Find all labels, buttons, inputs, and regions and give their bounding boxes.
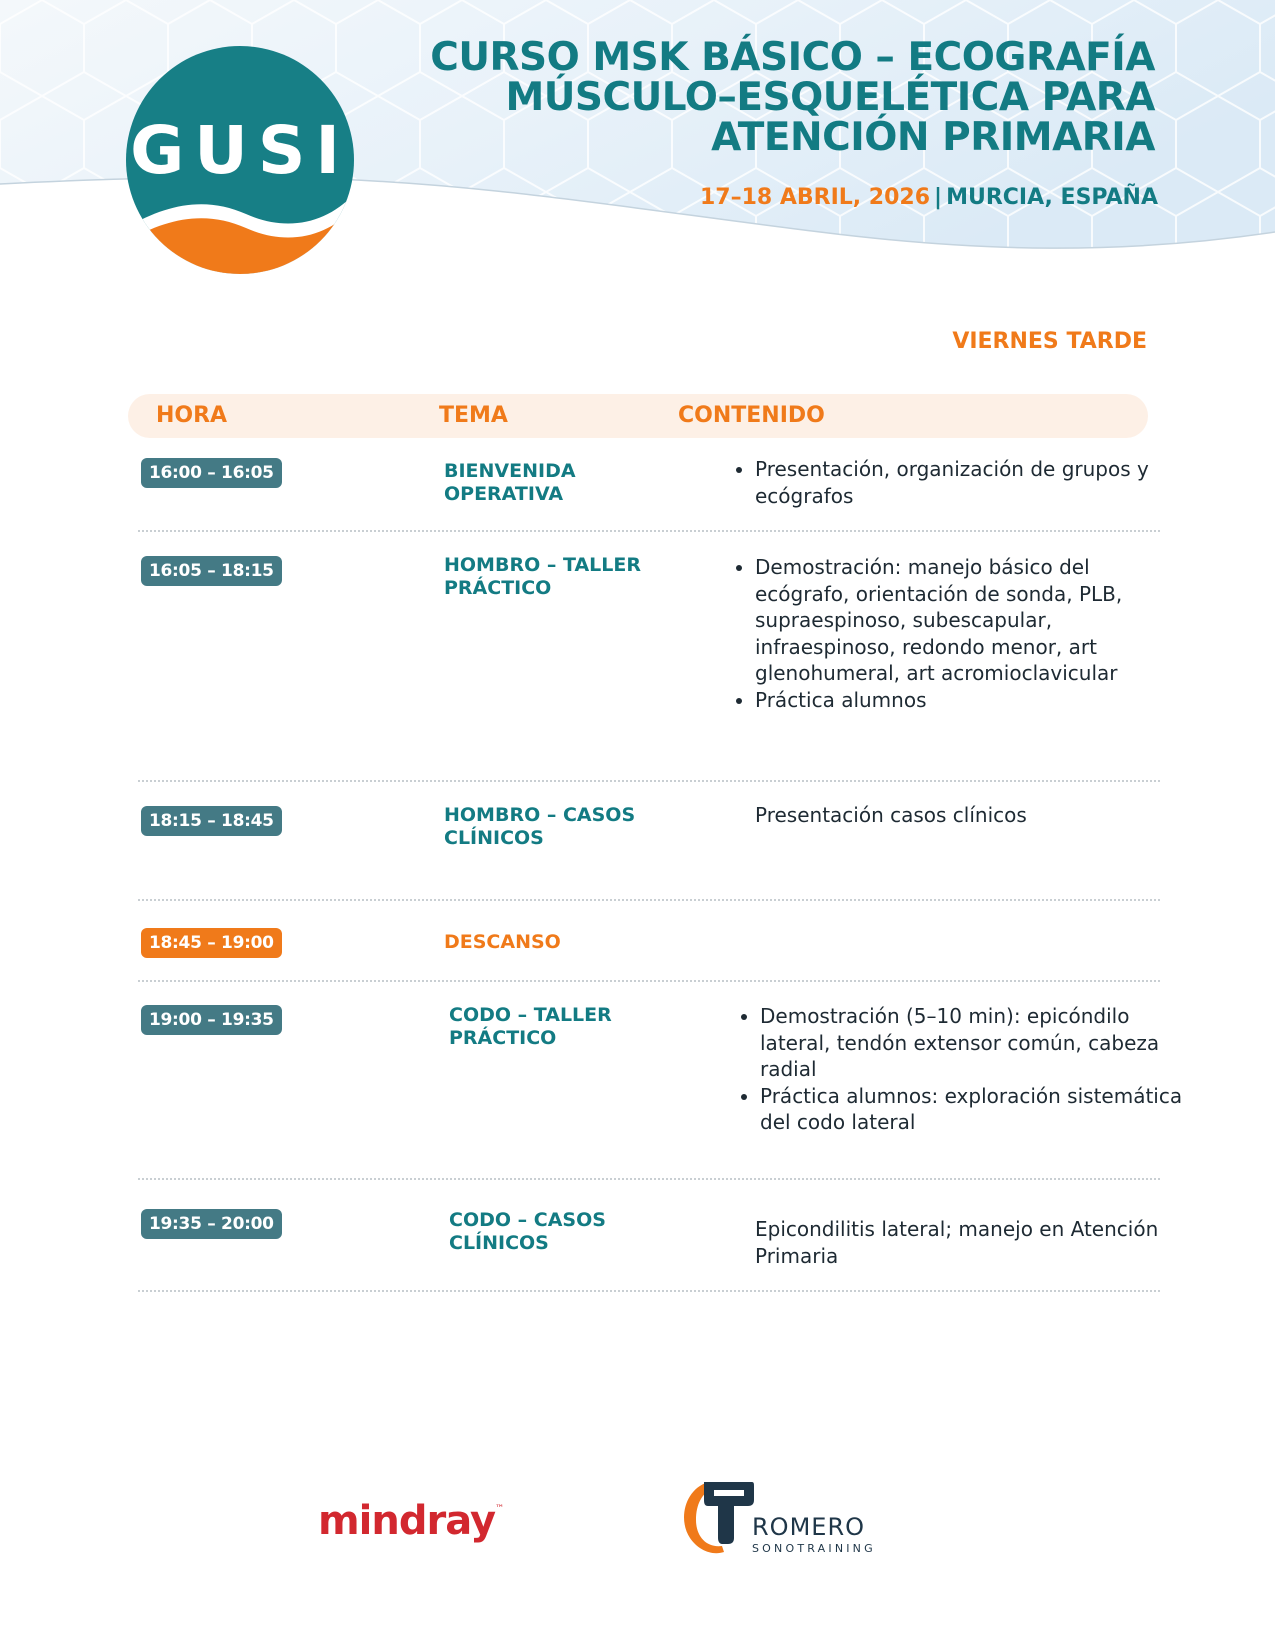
section-title: VIERNES TARDE	[952, 329, 1147, 354]
table-header	[128, 394, 1148, 438]
header-contenido: CONTENIDO	[678, 403, 825, 428]
mindray-logo	[318, 1498, 504, 1544]
row-divider	[138, 530, 1160, 532]
row-topic: HOMBRO – TALLER PRÁCTICO	[444, 554, 641, 599]
romero-subtitle: SONOTRAINING	[752, 1542, 876, 1555]
content-item: • Práctica alumnos	[755, 687, 1186, 714]
course-location: MURCIA, ESPAÑA	[946, 185, 1158, 210]
row-content: Epicondilitis lateral; manejo en Atención Primaria	[755, 1217, 1159, 1268]
content-item: • Presentación, organización de grupos y ecógrafos	[755, 456, 1186, 509]
title-line-1: CURSO MSK BÁSICO – ECOGRAFÍA	[430, 35, 1155, 80]
row-divider	[138, 1290, 1160, 1292]
course-date: 17–18 ABRIL, 2026	[699, 185, 931, 210]
row-topic: CODO – TALLER PRÁCTICO	[449, 1004, 612, 1049]
time-badge: 18:45 – 19:00	[141, 928, 282, 958]
row-divider	[138, 980, 1160, 982]
row-content	[716, 456, 1186, 509]
time-badge: 16:05 – 18:15	[141, 556, 282, 586]
title-line-3: ATENCIÓN PRIMARIA	[711, 115, 1155, 160]
row-content	[721, 1003, 1191, 1136]
row-topic: HOMBRO – CASOS CLÍNICOS	[444, 804, 636, 849]
romero-name: ROMERO	[752, 1513, 866, 1541]
mindray-tm: ™	[495, 1504, 505, 1514]
content-item: • Demostración (5–10 min): epicóndilo lateral, tendón extensor común, cabeza radial	[760, 1003, 1191, 1083]
content-item: • Práctica alumnos: exploración sistemática del codo lateral	[760, 1083, 1191, 1136]
header-hora: HORA	[156, 403, 228, 428]
course-title	[395, 35, 1155, 160]
date-location	[700, 185, 1158, 210]
row-topic: BIENVENIDA OPERATIVA	[444, 460, 576, 505]
time-badge: 19:35 – 20:00	[141, 1209, 282, 1239]
row-divider	[138, 899, 1160, 901]
row-divider	[138, 780, 1160, 782]
content-item: • Demostración: manejo básico del ecógrafo, orientación de sonda, PLB, supraespinoso, subescapular, infraespinoso, redondo menor, art glenohumeral, art acromioclavicular	[755, 554, 1186, 687]
row-divider	[138, 1178, 1160, 1180]
row-topic: CODO – CASOS CLÍNICOS	[449, 1209, 606, 1254]
row-content: Presentación casos clínicos	[755, 803, 1027, 827]
time-badge: 16:00 – 16:05	[141, 458, 282, 488]
logo-text: GUSI	[130, 112, 350, 189]
title-line-2: MÚSCULO–ESQUELÉTICA PARA	[505, 75, 1155, 120]
time-badge: 18:15 – 18:45	[141, 806, 282, 836]
romero-logo-icon	[678, 1476, 756, 1556]
mindray-name: mindray	[318, 1498, 496, 1544]
separator: |	[934, 185, 943, 210]
row-content	[716, 554, 1186, 713]
row-topic: DESCANSO	[444, 931, 561, 953]
time-badge: 19:00 – 19:35	[141, 1005, 282, 1035]
header-tema: TEMA	[439, 403, 508, 428]
